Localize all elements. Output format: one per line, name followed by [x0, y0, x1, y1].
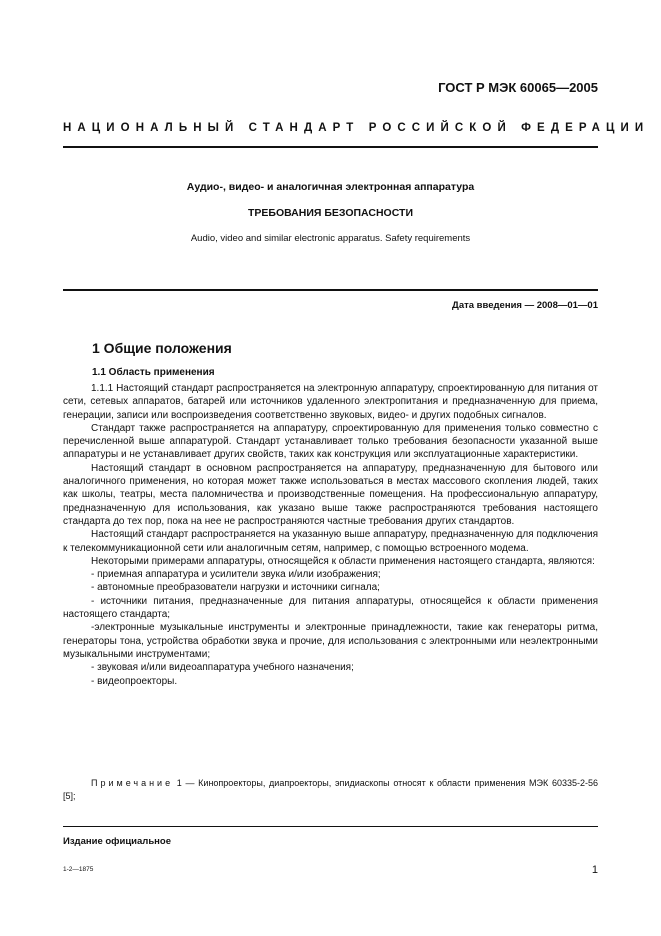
list-item: - звуковая и/или видеоаппаратура учебного назначения; [91, 662, 354, 674]
document-title: Аудио-, видео- и аналогичная электронная аппаратура [186, 181, 475, 193]
introduction-date: Дата введения — 2008—01—01 [452, 300, 598, 311]
national-standard-title: НАЦИОНАЛЬНЫЙ СТАНДАРТ РОССИЙСКОЙ ФЕДЕРАЦИИ [63, 122, 650, 134]
section-body [63, 382, 598, 688]
title-divider [63, 289, 598, 291]
subsection-heading: 1.1 Область применения [92, 367, 215, 378]
list-item: - видеопроекторы. [91, 675, 178, 687]
paragraph: Стандарт также распространяется на аппаратуру, спроектированную для применения только совместно с перечисленной выше аппаратурой. Стандарт устанавливает только требования безопасности указанной выше аппаратуры и не устанавливает других свойств, таких как конструкция или эксплуатационные характеристики. [63, 422, 598, 461]
section-heading: 1 Общие положения [92, 340, 232, 356]
document-title-english: Audio, video and similar electronic apparatus. Safety requirements [190, 233, 471, 244]
list-item: - источники питания, предназначенные для питания аппаратуры, относящейся к области применения настоящего стандарта; [63, 595, 598, 621]
page-number: 1 [591, 864, 598, 876]
note-label: Примечание [91, 778, 174, 788]
document-subtitle: ТРЕБОВАНИЯ БЕЗОПАСНОСТИ [247, 207, 413, 219]
paragraph: Настоящий стандарт в основном распространяется на аппаратуру, предназначенную для бытового или аналогичного применения, но которая может также использоваться в местах массового скопления людей, таких как школы, театры, места паломничества и производственные помещения. На профессиональную аппаратуру, предназначенную для использования, как указано выше также распространяются требования настоящего стандарта до тех пор, пока на нее не распространяются частные требования других стандартов. [63, 462, 598, 527]
note [63, 777, 598, 803]
footer-divider [63, 826, 598, 827]
print-code: 1-2—1875 [63, 866, 94, 873]
edition-label: Издание официальное [63, 836, 171, 847]
top-divider [63, 146, 598, 148]
list-item: - приемная аппаратура и усилители звука и/или изображения; [91, 569, 381, 581]
list-item: - автономные преобразователи нагрузки и источники сигнала; [91, 582, 380, 594]
standard-number: ГОСТ Р МЭК 60065—2005 [438, 80, 598, 95]
note-text: 1 — Кинопроекторы, диапроекторы, эпидиаскопы относят к области применения МЭК 60335-2-56 [5]; [63, 778, 598, 801]
paragraph: Настоящий стандарт распространяется на указанную выше аппаратуру, предназначенную для подключения к телекоммуникационной сети или аналогичным сетям, например, с помощью встроенного модема. [63, 529, 598, 554]
list-item: -электронные музыкальные инструменты и электронные принадлежности, такие как генераторы ритма, генераторы тона, устройства обработки звука и прочие, для использования с электронными или неэлектронными музыкальными инструментами; [63, 622, 598, 660]
paragraph: Некоторыми примерами аппаратуры, относящейся к области применения настоящего стандарта, являются: [91, 555, 595, 567]
paragraph: 1.1.1 Настоящий стандарт распространяется на электронную аппаратуру, спроектированную для питания от сети, сетевых аппаратов, батарей или источников удаленного электропитания и предназначенную для приема, генерации, записи или воспроизведения соответственно звуковых, видео- и других подобных сигналов. [63, 383, 598, 421]
